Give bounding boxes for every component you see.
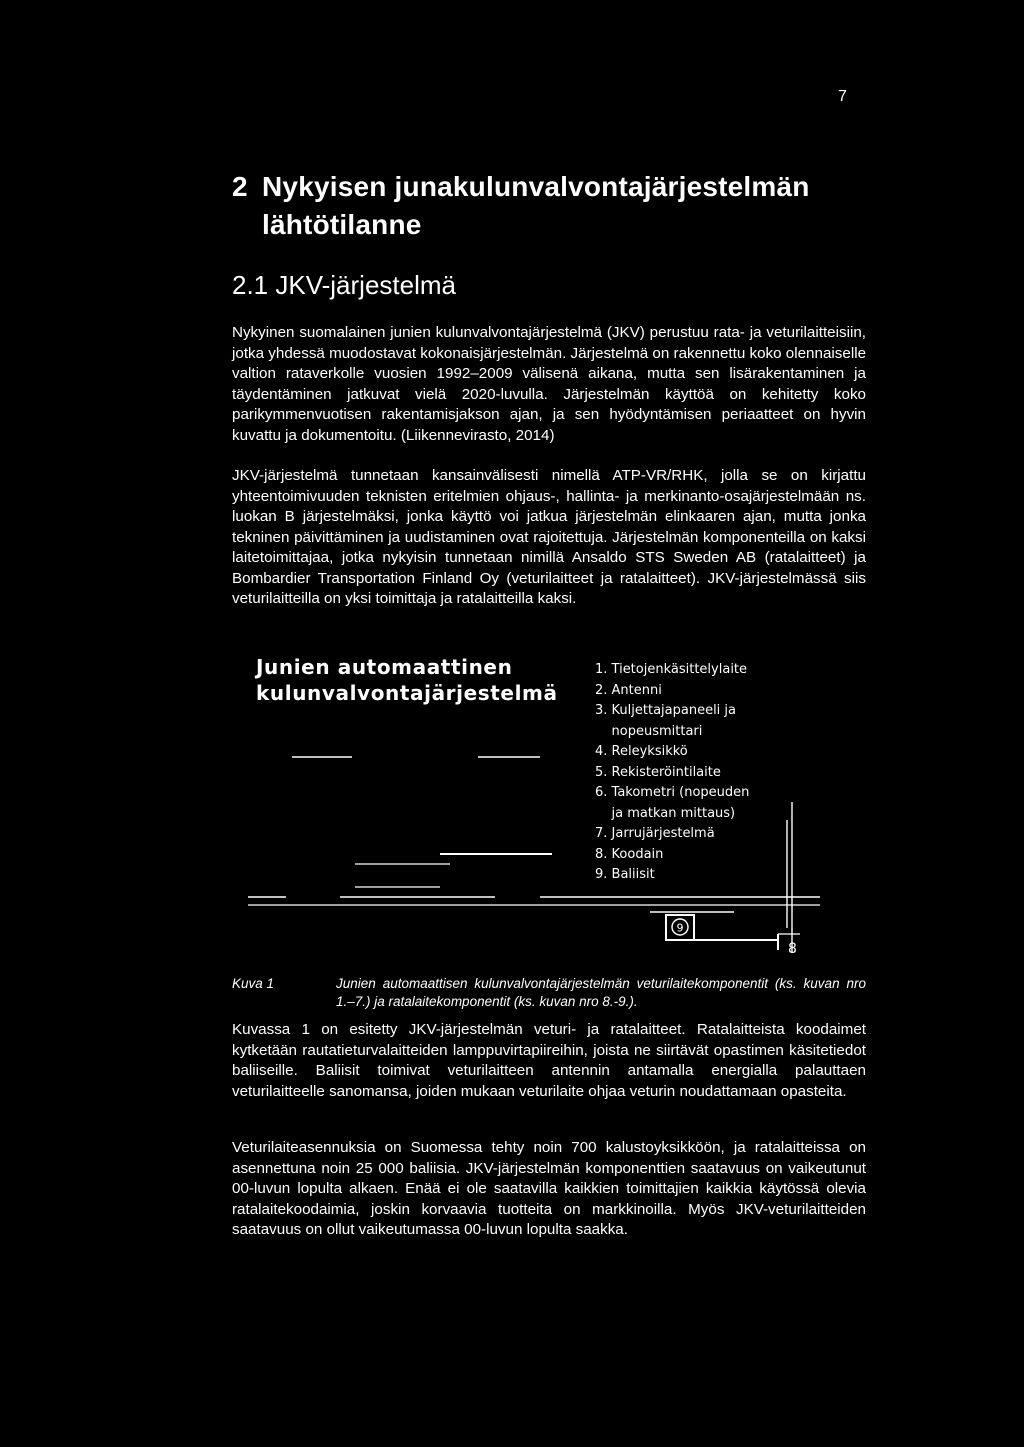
figure-jkv-diagram: [240, 652, 840, 972]
component-item: 6. Takometri (nopeuden: [595, 785, 750, 800]
component-item: 8. Koodain: [595, 846, 664, 862]
component-item: 1. Tietojenkäsittelylaite: [595, 662, 748, 677]
paragraph-intro: Nykyinen suomalainen junien kulunvalvontajärjestelmä (JKV) perustuu rata- ja veturilaitteisiin, jotka yhdessä muodostavat kokonaisjärjestelmän. Järjestelmä on rakennettu koko olennaiselle valtion rataverkolle vuosien 1992–2009 välisenä aikana, mutta sen lisärakentaminen ja täydentäminen jatkuvat vielä 2020-luvulla. Järjestelmän käyttöä on kehitetty koko parikymmenvuotisen rakentamisjakson ajan, ja sen hyödyntämisen periaatteet on hyvin kuvattu ja dokumentoitu. (Liikennevirasto, 2014): [232, 324, 867, 444]
section-heading: 2.1 JKV-järjestelmä: [232, 270, 456, 300]
component-item: 9. Baliisit: [595, 867, 655, 882]
component-item: 2. Antenni: [595, 682, 662, 698]
caption-label: Kuva 1: [232, 976, 275, 991]
component-item: 5. Rekisteröintilaite: [595, 764, 721, 780]
paragraph-availability: Veturilaiteasennuksia on Suomessa tehty noin 700 kalustoyksikköön, ja ratalaitteissa on asennettuna noin 25 000 baliisia. JKV-järjestelmän komponenttien saatavuus on vaikeutunut 00-luvun lopulta alkaen. Enää ei ole saatavilla kaikkien toimittajien kaikkia käytössä olevia ratalaitekoodaimia, joskin korvaavia tuotteita on markkinoilla. Myös JKV-veturilaitteiden saatavuus on ollut vaikeutumassa 00-luvun lopulta saakka.: [232, 1139, 866, 1238]
component-item: 7. Jarrujärjestelmä: [595, 826, 715, 841]
chapter-title: Nykyisen junakulunvalvontajärjestelmän lähtötilanne: [262, 171, 810, 240]
figure-title-line2: kulunvalvontajärjestelmä: [256, 681, 558, 705]
caption-text: Junien automaattisen kulunvalvontajärjestelmän veturilaitekomponentit (ks. kuvan nro 1.–7.) ja ratalaitekomponentit (ks. kuvan nro 8.-9.).: [336, 976, 866, 1009]
page-number: 7: [838, 88, 847, 105]
component-list: [595, 660, 795, 886]
component-item: 3. Kuljettajapaneeli ja: [595, 703, 737, 718]
chapter-number: 2: [232, 171, 248, 202]
component-item: 4. Releyksikkö: [595, 744, 688, 759]
figure-title: [256, 654, 556, 706]
component-item: nopeusmittari: [595, 723, 703, 739]
encoder-marker-8: 8: [788, 941, 797, 957]
balise-marker-9: 9: [676, 921, 684, 935]
paragraph-figure-description: Kuvassa 1 on esitetty JKV-järjestelmän veturi- ja ratalaitteet. Ratalaitteista koodaimet kytketään rautatieturvalaitteiden lamppuvirtapiireihin, joista ne siirtävät opastimen käsitetiedot baliiseille. Baliisit toimivat veturilaitteen antennin antamalla energialla palauttaen veturilaitteelle sanomansa, joiden mukaan veturilaite ohjaa veturin noudattamaan opasteita.: [232, 1021, 866, 1100]
component-item: ja matkan mittaus): [595, 805, 736, 821]
paragraph-atp: JKV-järjestelmä tunnetaan kansainvälisesti nimellä ATP-VR/RHK, jolla se on kirjattu yhteentoimivuuden teknisten eritelmien ohjaus-, hallinta- ja merkinanto-osajärjestelmään ns. luokan B järjestelmäksi, jonka käyttö voi jatkua järjestelmän elinkaaren ajan, mutta jonka tekninen päivittäminen ja uudistaminen ovat rajoitettuja. Järjestelmän komponenteilla on kaksi laitetoimittajaa, jotka nykyisin tunnetaan nimillä Ansaldo STS Sweden AB (ratalaitteet) ja Bombardier Transportation Finland Oy (veturilaitteet ja ratalaitteet). JKV-järjestelmässä siis veturilaitteilla on yksi toimittaja ja ratalaitteilla kaksi.: [232, 467, 866, 607]
figure-title-line1: Junien automaattinen: [256, 655, 513, 679]
